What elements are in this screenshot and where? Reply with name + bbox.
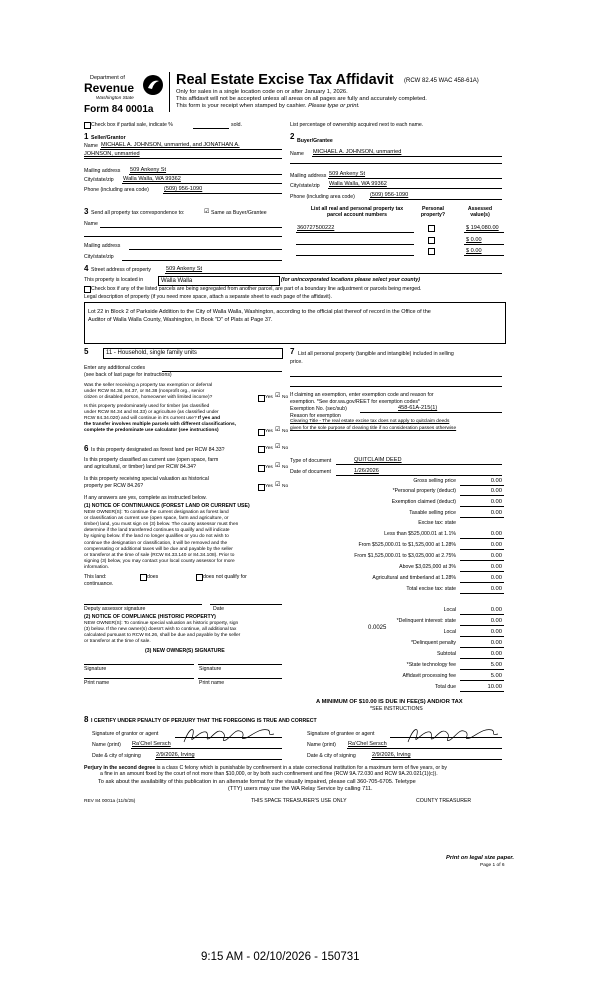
forest-yes-checkbox[interactable] bbox=[258, 446, 265, 453]
revision-code: REV 84 0001a (11/5/25) bbox=[84, 799, 136, 804]
header-note-2: This affidavit will not be accepted unless all areas on all pages are fully and accurately completed. bbox=[176, 96, 427, 102]
same-as-buyer-label: Same as Buyer/Grantee bbox=[211, 210, 267, 216]
notice-line: continue the designation or classification, it will be removed and the bbox=[84, 540, 228, 546]
grantor-name[interactable]: Ra'Chel Sersch bbox=[132, 741, 171, 747]
list-percentage-note: List percentage of ownership acquired next to each name. bbox=[290, 122, 424, 128]
notice-line: signing (3) below, you may contact your local county assessor for more bbox=[84, 558, 235, 564]
location-select[interactable]: Walla Walla bbox=[158, 276, 280, 286]
section-6-number: 6 bbox=[84, 444, 89, 453]
segregated-label: Check box if any of the listed parcels are being segregated from another parcel, are part of a boundary line adjustment or parcels being merged. bbox=[91, 286, 422, 292]
owner-print-name-1[interactable]: Print name bbox=[84, 680, 110, 686]
parcel-header: List all real and personal property tax parcel account numbers bbox=[310, 206, 404, 218]
seller-mailing-label: Mailing address bbox=[84, 168, 121, 174]
q1-no-label: No bbox=[282, 395, 289, 400]
tax-row-value[interactable]: 0.00 bbox=[490, 607, 502, 613]
notice-line: information. bbox=[84, 564, 110, 570]
land-use-code-select[interactable]: 11 - Household, single family units bbox=[103, 348, 283, 359]
q2-line-d: the transfer involves multiple parcels with different classifications, bbox=[84, 422, 236, 427]
buyer-city-label: City/state/zip bbox=[290, 183, 320, 189]
notice-line: compensating or additional taxes will be due and payable by the seller bbox=[84, 546, 233, 552]
exemption-reason-2[interactable]: given for the sole purpose of clearing title if no consideration passes otherwise bbox=[290, 426, 457, 431]
q2-yes-checkbox[interactable] bbox=[258, 429, 265, 436]
forest-no-checkbox[interactable]: ☑ bbox=[275, 444, 281, 450]
tax-row-value[interactable]: 0.00 bbox=[490, 553, 502, 559]
exemption-number[interactable]: 458-61A-215(1) bbox=[398, 405, 438, 411]
personal-header: Personal property? bbox=[420, 206, 446, 218]
buyer-phone[interactable]: (509) 956-1090 bbox=[370, 192, 409, 198]
tax-row-value[interactable]: 0.00 bbox=[490, 531, 502, 537]
minimum-due-note: A MINIMUM OF $10.00 IS DUE IN FEE(S) AND/OR TAX bbox=[316, 699, 463, 705]
form-title: Real Estate Excise Tax Affidavit bbox=[176, 72, 394, 88]
seller-phone-label: Phone (including area code) bbox=[84, 187, 149, 193]
personal-property-label: List all personal property (tangible and intangible) included in selling bbox=[298, 351, 454, 357]
does-label: does bbox=[147, 574, 159, 580]
historic-yes-label: Yes bbox=[265, 484, 273, 489]
tax-row-value[interactable]: 0.00 bbox=[490, 510, 502, 516]
q2-no-label: No bbox=[282, 429, 289, 434]
exemption-line-1: If claiming an exemption, enter exemption code and reason for bbox=[290, 392, 434, 398]
historic-line-b: property per RCW 84.26? bbox=[84, 483, 144, 489]
tax-row-label: *Delinquent interest: state bbox=[396, 618, 456, 624]
perjury-line-2: a fine in an amount fixed by the court of not more than $10,000, or by both such confinement and fine (RCW 9A.72.030 and RCW 9A.20.021(1)(c)). bbox=[100, 771, 438, 777]
owner-signature-2[interactable]: Signature bbox=[199, 666, 222, 672]
same-as-buyer-checkbox[interactable]: ☑ bbox=[204, 209, 210, 215]
partial-sale-label: Check box if partial sale, indicate % bbox=[91, 122, 173, 128]
q2-yes-label: Yes bbox=[265, 429, 273, 434]
q1-no-checkbox[interactable]: ☑ bbox=[275, 393, 281, 399]
grantee-name-label: Name (print) bbox=[307, 742, 336, 748]
grantee-date-city[interactable]: 2/9/2026, Irving bbox=[372, 752, 411, 758]
header-note-3: This form is your receipt when stamped by cashier. Please type or print. bbox=[176, 103, 360, 109]
forest-question: Is this property designated as forest land per RCW 84.33? bbox=[91, 447, 225, 453]
section-8-number: 8 bbox=[84, 715, 89, 724]
personal-checkbox-3[interactable] bbox=[428, 248, 435, 255]
additional-codes-note: (see back of last page for instructions) bbox=[84, 372, 172, 378]
county-treasurer-label: COUNTY TREASURER bbox=[416, 798, 472, 804]
q2-line-a: Is this property predominately used for timber (as classified bbox=[84, 404, 210, 409]
tax-row-value[interactable]: 0.00 bbox=[490, 478, 502, 484]
seller-city[interactable]: Walla Walla, WA 99362 bbox=[123, 176, 181, 182]
form-number: Form 84 0001a bbox=[84, 104, 154, 115]
tax-row-value[interactable]: 0.00 bbox=[490, 488, 502, 494]
exemption-no-label: Exemption No. (sec/sub) bbox=[290, 406, 347, 412]
q1-line-a: Was the seller receiving a property tax exemption or deferral bbox=[84, 383, 213, 388]
legal-description-label: Legal description of property (if you need more space, attach a separate sheet to each page of the affidavit). bbox=[84, 294, 332, 300]
notice-line: or transferor at the time of sale. bbox=[84, 639, 151, 645]
does-not-label: does not qualify for bbox=[203, 574, 247, 580]
tax-row-value[interactable]: 0.00 bbox=[490, 499, 502, 505]
header-divider bbox=[169, 72, 170, 112]
buyer-phone-label: Phone (including area code) bbox=[290, 194, 355, 200]
assessed-header: Assessed value(s) bbox=[467, 206, 493, 218]
tax-row-value[interactable]: 5.00 bbox=[490, 673, 502, 679]
tax-row-label: From $1,525,000.01 to $3,025,000 at 2.75% bbox=[354, 553, 456, 559]
tax-row-label: Less than $525,000.01 at 1.1% bbox=[384, 531, 456, 537]
buyer-mailing[interactable]: 509 Ankeny St bbox=[329, 171, 366, 177]
revenue-logo-text: Revenue bbox=[84, 81, 135, 95]
tax-row-label: Excise tax: state bbox=[418, 520, 456, 526]
tax-row-value[interactable]: 0.00 bbox=[490, 564, 502, 570]
grantee-signature-image[interactable] bbox=[404, 722, 504, 748]
tax-row-value[interactable]: 5.00 bbox=[490, 662, 502, 668]
historic-no-label: No bbox=[282, 484, 289, 489]
notice-line: calculated pursuant to RCW 84.26, shall be due and payable by the seller bbox=[84, 633, 241, 639]
revenue-logo-icon bbox=[142, 74, 164, 96]
owner-signature-1[interactable]: Signature bbox=[84, 666, 107, 672]
q1-line-b: under RCW 84.36, 84.37, or 84.38 (nonprofit org., senior bbox=[84, 389, 205, 394]
tax-row-value[interactable]: 0.00 bbox=[490, 640, 502, 646]
notice-line: (3) below. If the new owner(s) doesn't wish to continue, all additional tax bbox=[84, 627, 237, 633]
exemption-reason-1[interactable]: Clearing Title - The real estate excise tax does not apply to quitclaim deeds bbox=[290, 419, 450, 424]
grantor-date-city[interactable]: 2/9/2026, Irving bbox=[156, 752, 195, 758]
current-use-line-a: Is this property classified as current use (open space, farm bbox=[84, 457, 219, 463]
notice-line: or transferor at the time of sale (RCW 84.33.140 or 84.34.108). Prior to bbox=[84, 552, 235, 558]
seller-heading: Seller/Grantor bbox=[91, 135, 126, 141]
current-use-no-label: No bbox=[282, 465, 289, 470]
seller-phone[interactable]: (509) 956-1090 bbox=[164, 186, 203, 192]
owner-print-name-2[interactable]: Print name bbox=[199, 680, 225, 686]
q1-yes-checkbox[interactable] bbox=[258, 395, 265, 402]
washington-state: Washington State bbox=[96, 96, 134, 101]
historic-line-a: Is this property receiving special valuation as historical bbox=[84, 476, 209, 482]
current-use-yes-label: Yes bbox=[265, 465, 273, 470]
doc-date-label: Date of document bbox=[290, 469, 331, 475]
tax-row-label: Exemption claimed (deduct) bbox=[391, 499, 456, 505]
tax-row-value[interactable]: 0.00 bbox=[490, 629, 502, 635]
statute: (RCW 82.45 WAC 458-61A) bbox=[404, 78, 479, 84]
treasurer-use-label: THIS SPACE TREASURER'S USE ONLY bbox=[251, 798, 347, 804]
tax-row-label: *Delinquent penalty bbox=[411, 640, 456, 646]
q2-line-c: RCW 84.34.020) and will continue in it's current use? If yes and bbox=[84, 416, 221, 421]
section-3-number: 3 bbox=[84, 207, 89, 216]
if-yes-note: If any answers are yes, complete as instructed below. bbox=[84, 495, 207, 501]
see-instructions: *SEE INSTRUCTIONS bbox=[370, 706, 423, 712]
print-timestamp: 9:15 AM - 02/10/2026 - 150731 bbox=[201, 951, 360, 963]
tax-row-label: Gross selling price bbox=[413, 478, 456, 484]
q2-line-b: under RCW 84.34 and 84.33) or agriculture (as classified under bbox=[84, 410, 219, 415]
tax-row-value[interactable]: 0.00 bbox=[490, 575, 502, 581]
seller-mailing[interactable]: 509 Ankeny St bbox=[130, 167, 167, 173]
new-owner-signature-heading: (3) NEW OWNER(S) SIGNATURE bbox=[145, 648, 225, 654]
personal-checkbox-2[interactable] bbox=[428, 237, 435, 244]
buyer-name[interactable]: MICHAEL A. JOHNSON, unmarried bbox=[313, 149, 402, 155]
seller-name-label: Name bbox=[84, 143, 98, 149]
does-not-checkbox[interactable] bbox=[196, 574, 203, 581]
buyer-name-label: Name bbox=[290, 151, 304, 157]
header-note-1: Only for sales in a single location code on or after January 1, 2026. bbox=[176, 89, 348, 95]
notice-line: timber) land, you must sign on (3) below. The county assessor must then bbox=[84, 522, 239, 528]
seller-name-1[interactable]: MICHAEL A. JOHNSON, unmarried, and JONATHAN A. bbox=[101, 142, 240, 148]
deputy-date-label: Date bbox=[213, 606, 224, 612]
grantor-date-label: Date & city of signing bbox=[92, 753, 141, 759]
grantee-date-label: Date & city of signing bbox=[307, 753, 356, 759]
legal-line-1: Lot 22 in Block 2 of Parkside Addition to the City of Walla Walla, Washington, according to the official plat thereof of record in the Office of the bbox=[88, 309, 431, 315]
tax-row-value[interactable]: 0.00 bbox=[490, 586, 502, 592]
legal-paper-note: Print on legal size paper. bbox=[446, 855, 514, 861]
current-use-yes-checkbox[interactable] bbox=[258, 465, 265, 472]
local-rate: 0.0025 bbox=[368, 625, 387, 631]
tax-row-label: Local bbox=[443, 607, 456, 613]
tax-row-label: Total due bbox=[434, 684, 456, 690]
notice-line: by signing below. If the land no longer qualifies or you do not wish to bbox=[84, 534, 229, 540]
buyer-heading: Buyer/Grantee bbox=[297, 138, 333, 144]
certify-statement: I CERTIFY UNDER PENALTY OF PERJURY THAT THE FOREGOING IS TRUE AND CORRECT bbox=[91, 718, 317, 724]
parcel-number-1[interactable]: 360727500222 bbox=[297, 225, 335, 231]
seller-name-2[interactable]: JOHNSON, unmarried bbox=[84, 151, 140, 157]
doc-type-label: Type of document bbox=[290, 458, 332, 464]
deputy-signature-label: Deputy assessor signature bbox=[84, 606, 146, 612]
buyer-mailing-label: Mailing address bbox=[290, 173, 327, 179]
tax-row-label: Affidavit processing fee bbox=[402, 673, 456, 679]
location-label: This property is located in bbox=[84, 277, 144, 283]
does-checkbox[interactable] bbox=[140, 574, 147, 581]
segregated-checkbox[interactable] bbox=[84, 286, 91, 293]
section-7-number: 7 bbox=[290, 347, 295, 356]
q2-no-checkbox[interactable]: ☑ bbox=[275, 427, 281, 433]
historic-yes-checkbox[interactable] bbox=[258, 484, 265, 491]
tax-row-label: *State technology fee bbox=[406, 662, 456, 668]
notice-line: NEW OWNER(S): To continue special valuation as historic property, sign bbox=[84, 621, 239, 626]
legal-description-box[interactable] bbox=[84, 302, 506, 344]
historic-no-checkbox[interactable]: ☑ bbox=[275, 482, 281, 488]
additional-codes-label: Enter any additional codes bbox=[84, 365, 146, 371]
correspondence-label: Send all property tax correspondence to: bbox=[91, 210, 185, 216]
section-4-number: 4 bbox=[84, 264, 89, 273]
tax-row-label: Total excise tax: state bbox=[406, 586, 456, 592]
assessed-value-1[interactable]: $ 194,080.00 bbox=[466, 225, 499, 231]
grantee-name[interactable]: Ra'Chel Sersch bbox=[348, 741, 387, 747]
tax-row-label: *Personal property (deduct) bbox=[392, 488, 456, 494]
dept-of: Department of bbox=[90, 75, 125, 81]
tax-row-value[interactable]: 0.00 bbox=[490, 542, 502, 548]
page-number: Page 1 of 6 bbox=[480, 863, 505, 868]
assessed-value-3[interactable]: $ 0.00 bbox=[466, 248, 482, 254]
alt-format-line-2: (TTY) users may use the WA Relay Service by calling 711. bbox=[228, 786, 373, 792]
section-5-number: 5 bbox=[84, 347, 89, 356]
document-type[interactable]: QUITCLAIM DEED bbox=[354, 457, 402, 463]
grantee-signature-label: Signature of grantee or agent bbox=[307, 731, 375, 737]
forest-no-label: No bbox=[282, 446, 289, 451]
section-1-number: 1 bbox=[84, 132, 89, 141]
partial-sale-checkbox[interactable] bbox=[84, 122, 91, 129]
reason-label: Reason for exemption bbox=[290, 413, 341, 419]
personal-checkbox-1[interactable] bbox=[428, 225, 435, 232]
notice-line: determine if the land transferred continues to qualify and will indicate bbox=[84, 528, 230, 534]
notice-line: NEW OWNER(S): To continue the current designation as forest land bbox=[84, 510, 229, 515]
grantor-signature-image[interactable] bbox=[180, 722, 280, 748]
alt-format-line-1: To ask about the availability of this publication in an alternate format for the visually impaired, please call 360-705-6705. Teletype bbox=[98, 779, 416, 785]
street-address-label: Street address of property bbox=[91, 267, 151, 273]
sec3-city-label: City/state/zip bbox=[84, 254, 114, 260]
tax-row-value[interactable]: 0.00 bbox=[490, 651, 502, 657]
notice-line: or classification as current use (open space, farm and agriculture, or bbox=[84, 516, 229, 522]
seller-city-label: City/state/zip bbox=[84, 177, 114, 183]
tax-row-label: Taxable selling price bbox=[409, 510, 456, 516]
current-use-no-checkbox[interactable]: ☑ bbox=[275, 463, 281, 469]
perjury-line-1: Perjury in the second degree is a class C felony which is punishable by confinement in a state correctional institution for a maximum term of five years, or by bbox=[84, 765, 448, 771]
legal-line-2: Auditor of Walla Walla County, Washington, in Book "D" of Plats at Page 37. bbox=[88, 317, 273, 323]
tax-row-label: Subtotal bbox=[436, 651, 456, 657]
tax-row-label: Local bbox=[443, 629, 456, 635]
forest-yes-label: Yes bbox=[265, 446, 273, 451]
tax-row-label: From $525,000.01 to $1,525,000 at 1.28% bbox=[358, 542, 456, 548]
tax-row-value[interactable]: 0.00 bbox=[490, 618, 502, 624]
document-date[interactable]: 1/26/2026 bbox=[354, 468, 379, 474]
q1-yes-label: Yes bbox=[265, 395, 273, 400]
tax-row-label: Agricultural and timberland at 1.28% bbox=[372, 575, 456, 581]
buyer-city[interactable]: Walla Walla, WA 99362 bbox=[329, 181, 387, 187]
location-note: (for unincorporated locations please select your county) bbox=[281, 277, 420, 283]
compliance-heading: (2) NOTICE OF COMPLIANCE (HISTORIC PROPERTY) bbox=[84, 614, 216, 620]
continuance-heading: (1) NOTICE OF CONTINUANCE (FOREST LAND OR CURRENT USE) bbox=[84, 503, 250, 509]
personal-property-label-2: price. bbox=[290, 359, 303, 365]
sec3-mailing-label: Mailing address bbox=[84, 243, 121, 249]
exemption-line-2: exemption. *See dor.wa.gov/REET for exemption codes* bbox=[290, 399, 420, 405]
grantor-signature-label: Signature of grantor or agent bbox=[92, 731, 159, 737]
partial-sold-label: sold. bbox=[231, 122, 242, 128]
assessed-value-2[interactable]: $ 0.00 bbox=[466, 237, 482, 243]
sec3-name-label: Name bbox=[84, 221, 98, 227]
q1-line-c: citizen or disabled person, homeowner with limited income)? bbox=[84, 395, 213, 400]
section-2-number: 2 bbox=[290, 132, 295, 141]
this-land-label: This land: bbox=[84, 574, 107, 580]
grantor-name-label: Name (print) bbox=[92, 742, 121, 748]
tax-row-value[interactable]: 10.00 bbox=[487, 684, 502, 690]
continuance-label: continuance. bbox=[84, 581, 114, 587]
property-street[interactable]: 509 Ankeny St bbox=[166, 266, 203, 272]
tax-row-label: Above $3,025,000 at 3% bbox=[399, 564, 456, 570]
q2-line-e: complete the predominate use calculator (see instructions) bbox=[84, 428, 219, 433]
current-use-line-b: and agricultural, or timber) land per RCW 84.34? bbox=[84, 464, 196, 470]
